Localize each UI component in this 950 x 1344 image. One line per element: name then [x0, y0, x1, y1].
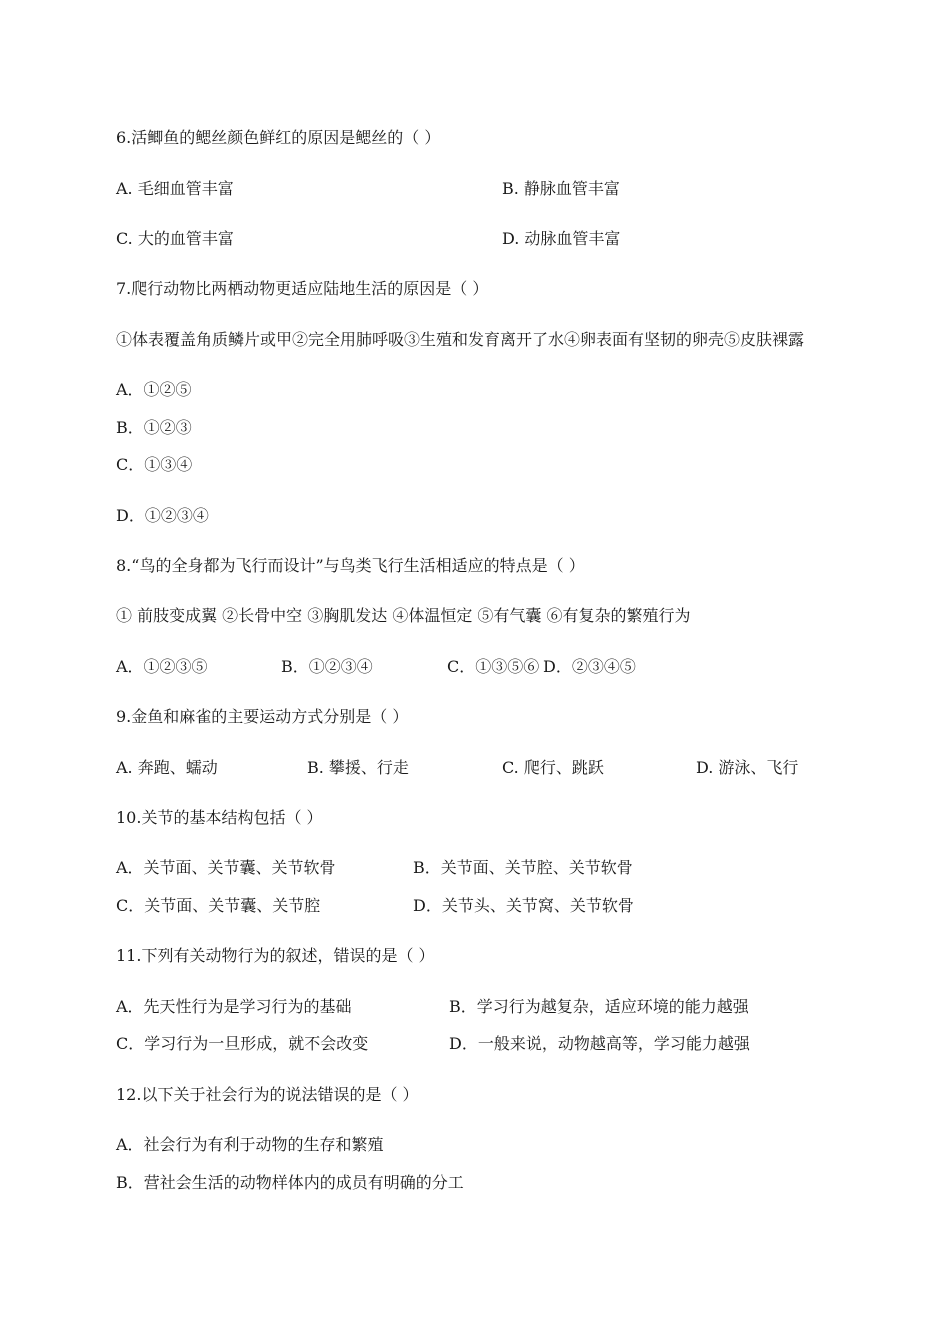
q12-stem: 12.以下关于社会行为的说法错误的是（ ） [116, 1085, 419, 1104]
q12-option-b: B．营社会生活的动物样体内的成员有明确的分工 [116, 1173, 464, 1192]
q8-description: ① 前肢变成翼 ②长骨中空 ③胸肌发达 ④体温恒定 ⑤有气囊 ⑥有复杂的繁殖行为 [116, 606, 691, 625]
q6-option-a: A. 毛细血管丰富 [116, 179, 234, 198]
q9-stem: 9.金鱼和麻雀的主要运动方式分别是（ ） [116, 707, 409, 726]
q11-option-b: B．学习行为越复杂，适应环境的能力越强 [449, 997, 749, 1016]
q10-option-d: D．关节头、关节窝、关节软骨 [413, 896, 634, 915]
q9-option-c: C. 爬行、跳跃 [502, 758, 604, 777]
q11-option-c: C．学习行为一旦形成，就不会改变 [116, 1034, 369, 1053]
q9-option-d: D. 游泳、飞行 [696, 758, 799, 777]
q7-option-c: C．①③④ [116, 455, 193, 474]
q7-option-a: A．①②⑤ [116, 380, 192, 399]
q6-option-c: C. 大的血管丰富 [116, 229, 234, 248]
q9-option-b: B. 攀援、行走 [307, 758, 409, 777]
q7-description: ①体表覆盖角质鳞片或甲②完全用肺呼吸③生殖和发育离开了水④卵表面有坚韧的卵壳⑤皮肤裸露 [116, 330, 805, 349]
q10-stem: 10.关节的基本结构包括（ ） [116, 808, 323, 827]
q9-option-a: A. 奔跑、蠕动 [116, 758, 218, 777]
q10-option-a: A．关节面、关节囊、关节软骨 [116, 858, 336, 877]
q8-stem: 8.“鸟的全身都为飞行而设计”与鸟类飞行生活相适应的特点是（ ） [116, 556, 585, 575]
q11-stem: 11.下列有关动物行为的叙述，错误的是（ ） [116, 946, 435, 965]
q12-option-a: A．社会行为有利于动物的生存和繁殖 [116, 1135, 384, 1154]
q8-option-c: C．①③⑤⑥ [447, 657, 540, 676]
q8-option-a: A．①②③⑤ [116, 657, 208, 676]
q6-stem: 6.活鲫鱼的鳃丝颜色鲜红的原因是鳃丝的（ ） [116, 128, 441, 147]
q7-option-d: D．①②③④ [116, 506, 209, 525]
q8-option-d: D．②③④⑤ [543, 657, 636, 676]
q7-option-b: B．①②③ [116, 418, 192, 437]
q6-option-d: D. 动脉血管丰富 [502, 229, 621, 248]
q6-option-b: B. 静脉血管丰富 [502, 179, 620, 198]
q8-option-b: B．①②③④ [281, 657, 373, 676]
q11-option-d: D．一般来说，动物越高等，学习能力越强 [449, 1034, 750, 1053]
q7-stem: 7.爬行动物比两栖动物更适应陆地生活的原因是（ ） [116, 279, 489, 298]
q10-option-c: C．关节面、关节囊、关节腔 [116, 896, 321, 915]
q10-option-b: B．关节面、关节腔、关节软骨 [413, 858, 633, 877]
q11-option-a: A．先天性行为是学习行为的基础 [116, 997, 352, 1016]
